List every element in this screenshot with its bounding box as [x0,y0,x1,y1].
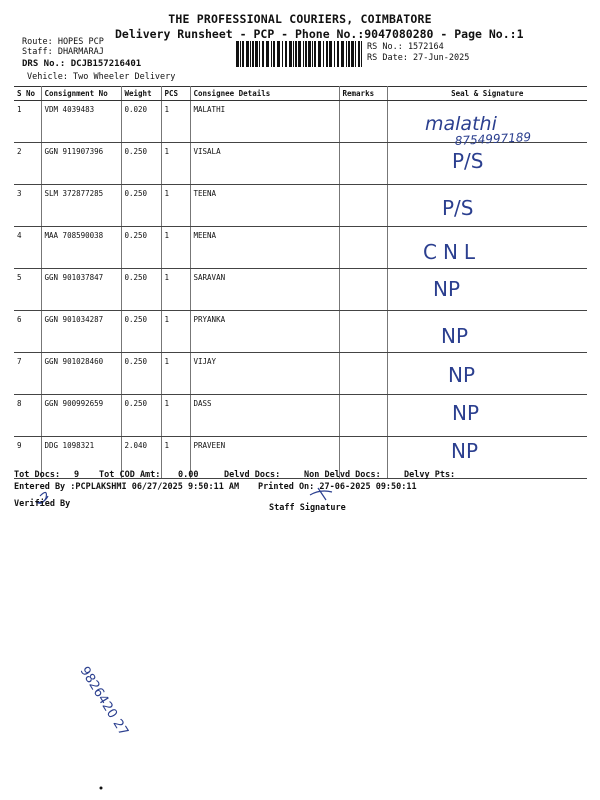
barcode-image [236,41,362,67]
row-pcs: 1 [161,437,190,479]
col-seal-signature: Seal & Signature [387,87,587,101]
entered-by: Entered By :PCPLAKSHMI 06/27/2025 9:50:11 AM [14,482,240,492]
row-consignee: DASS [190,395,339,437]
row-consignee: MALATHI [190,101,339,143]
table-row [14,101,587,143]
row-signature [387,311,587,353]
row-pcs: 1 [161,311,190,353]
col-weight: Weight [121,87,161,101]
row-signature [387,101,587,143]
verified-by-label: Verified By [14,499,71,509]
tot-cod-value: 0.00 [178,470,199,480]
row-consignee: PRAVEEN [190,437,339,479]
col-consignment: Consignment No [41,87,121,101]
company-title: THE PROFESSIONAL COURIERS, COIMBATORE [168,12,432,26]
row-consignment: SLM 372877285 [41,185,121,227]
row7-status: NP [448,363,476,387]
row-pcs: 1 [161,353,190,395]
row-weight: 0.250 [121,227,161,269]
margin-handwritten-note: 9826420 27 [76,664,131,739]
row-consignee: MEENA [190,227,339,269]
row-remarks [339,269,387,311]
row-signature [387,269,587,311]
row-sno: 3 [14,185,41,227]
row-signature [387,227,587,269]
row-consignment: GGN 901037847 [41,269,121,311]
row-remarks [339,395,387,437]
row-weight: 0.250 [121,395,161,437]
row2-status: P/S [452,149,484,173]
row-sno: 4 [14,227,41,269]
table-header-row [14,87,587,101]
col-pcs: PCS [161,87,190,101]
row-sno: 2 [14,143,41,185]
row-consignee: SARAVAN [190,269,339,311]
row-consignee: TEENA [190,185,339,227]
row-remarks [339,101,387,143]
rs-date: RS Date: 27-Jun-2025 [367,53,470,63]
row-consignee: VIJAY [190,353,339,395]
non-delvd-docs-label: Non Delvd Docs: [304,470,381,480]
delvd-docs-label: Delvd Docs: [224,470,281,480]
table-row [14,311,587,353]
row-consignment: DDG 1098321 [41,437,121,479]
row-pcs: 1 [161,185,190,227]
row-remarks [339,311,387,353]
row4-status: CNL [423,240,482,264]
row-sno: 7 [14,353,41,395]
staff-signature-label: Staff Signature [269,503,346,513]
stray-dot [100,787,103,790]
row-consignment: GGN 901034287 [41,311,121,353]
row-remarks [339,143,387,185]
row6-status: NP [441,324,469,348]
row-pcs: 1 [161,227,190,269]
staff-label: Staff: DHARMARAJ [22,47,104,57]
table-row [14,395,587,437]
runsheet-table [14,86,587,479]
row8-status: NP [452,401,480,425]
col-remarks: Remarks [339,87,387,101]
row-pcs: 1 [161,269,190,311]
row-sno: 1 [14,101,41,143]
row-signature [387,143,587,185]
row-sno: 8 [14,395,41,437]
row-weight: 0.250 [121,143,161,185]
row-weight: 2.040 [121,437,161,479]
row-consignment: VDM 4039483 [41,101,121,143]
row-weight: 0.250 [121,185,161,227]
row-signature [387,185,587,227]
row-pcs: 1 [161,101,190,143]
table-row [14,185,587,227]
row9-status: NP [451,439,479,463]
printed-on: Printed On: 27-06-2025 09:50:11 [258,482,417,492]
row-signature [387,353,587,395]
row-remarks [339,227,387,269]
tot-cod-label: Tot COD Amt: [99,470,161,480]
vehicle-label: Vehicle: Two Wheeler Delivery [27,72,176,82]
row-sno: 9 [14,437,41,479]
drs-number: DRS No.: DCJB157216401 [22,59,142,69]
table-row [14,353,587,395]
row1-signature-phone: 8754997189 [454,130,532,148]
row-sno: 5 [14,269,41,311]
row5-status: NP [433,277,461,301]
route-label: Route: HOPES PCP [22,37,104,47]
row-remarks [339,185,387,227]
row-weight: 0.250 [121,353,161,395]
row-consignment: MAA 708590038 [41,227,121,269]
delvy-pts-label: Delvy Pts: [404,470,456,480]
row-consignment: GGN 911907396 [41,143,121,185]
row-consignee: PRYANKA [190,311,339,353]
row-sno: 6 [14,311,41,353]
row-consignee: VISALA [190,143,339,185]
row-consignment: GGN 900992659 [41,395,121,437]
row-weight: 0.250 [121,311,161,353]
row-consignment: GGN 901028460 [41,353,121,395]
row-pcs: 1 [161,143,190,185]
row-remarks [339,353,387,395]
col-sno: S No [14,87,41,101]
table-row [14,227,587,269]
row-weight: 0.250 [121,269,161,311]
row3-status: P/S [442,196,474,220]
runsheet-title: Delivery Runsheet - PCP - Phone No.:9047080280 - Page No.:1 [115,27,524,41]
row-signature [387,395,587,437]
tot-docs-value: 9 [74,470,80,480]
table-row [14,143,587,185]
row-weight: 0.020 [121,101,161,143]
row1-signature-name: malathi [425,113,497,135]
table-row [14,269,587,311]
row-pcs: 1 [161,395,190,437]
tot-docs-label: Tot Docs: [14,470,61,480]
rs-number: RS No.: 1572164 [367,42,444,52]
col-consignee: Consignee Details [190,87,339,101]
